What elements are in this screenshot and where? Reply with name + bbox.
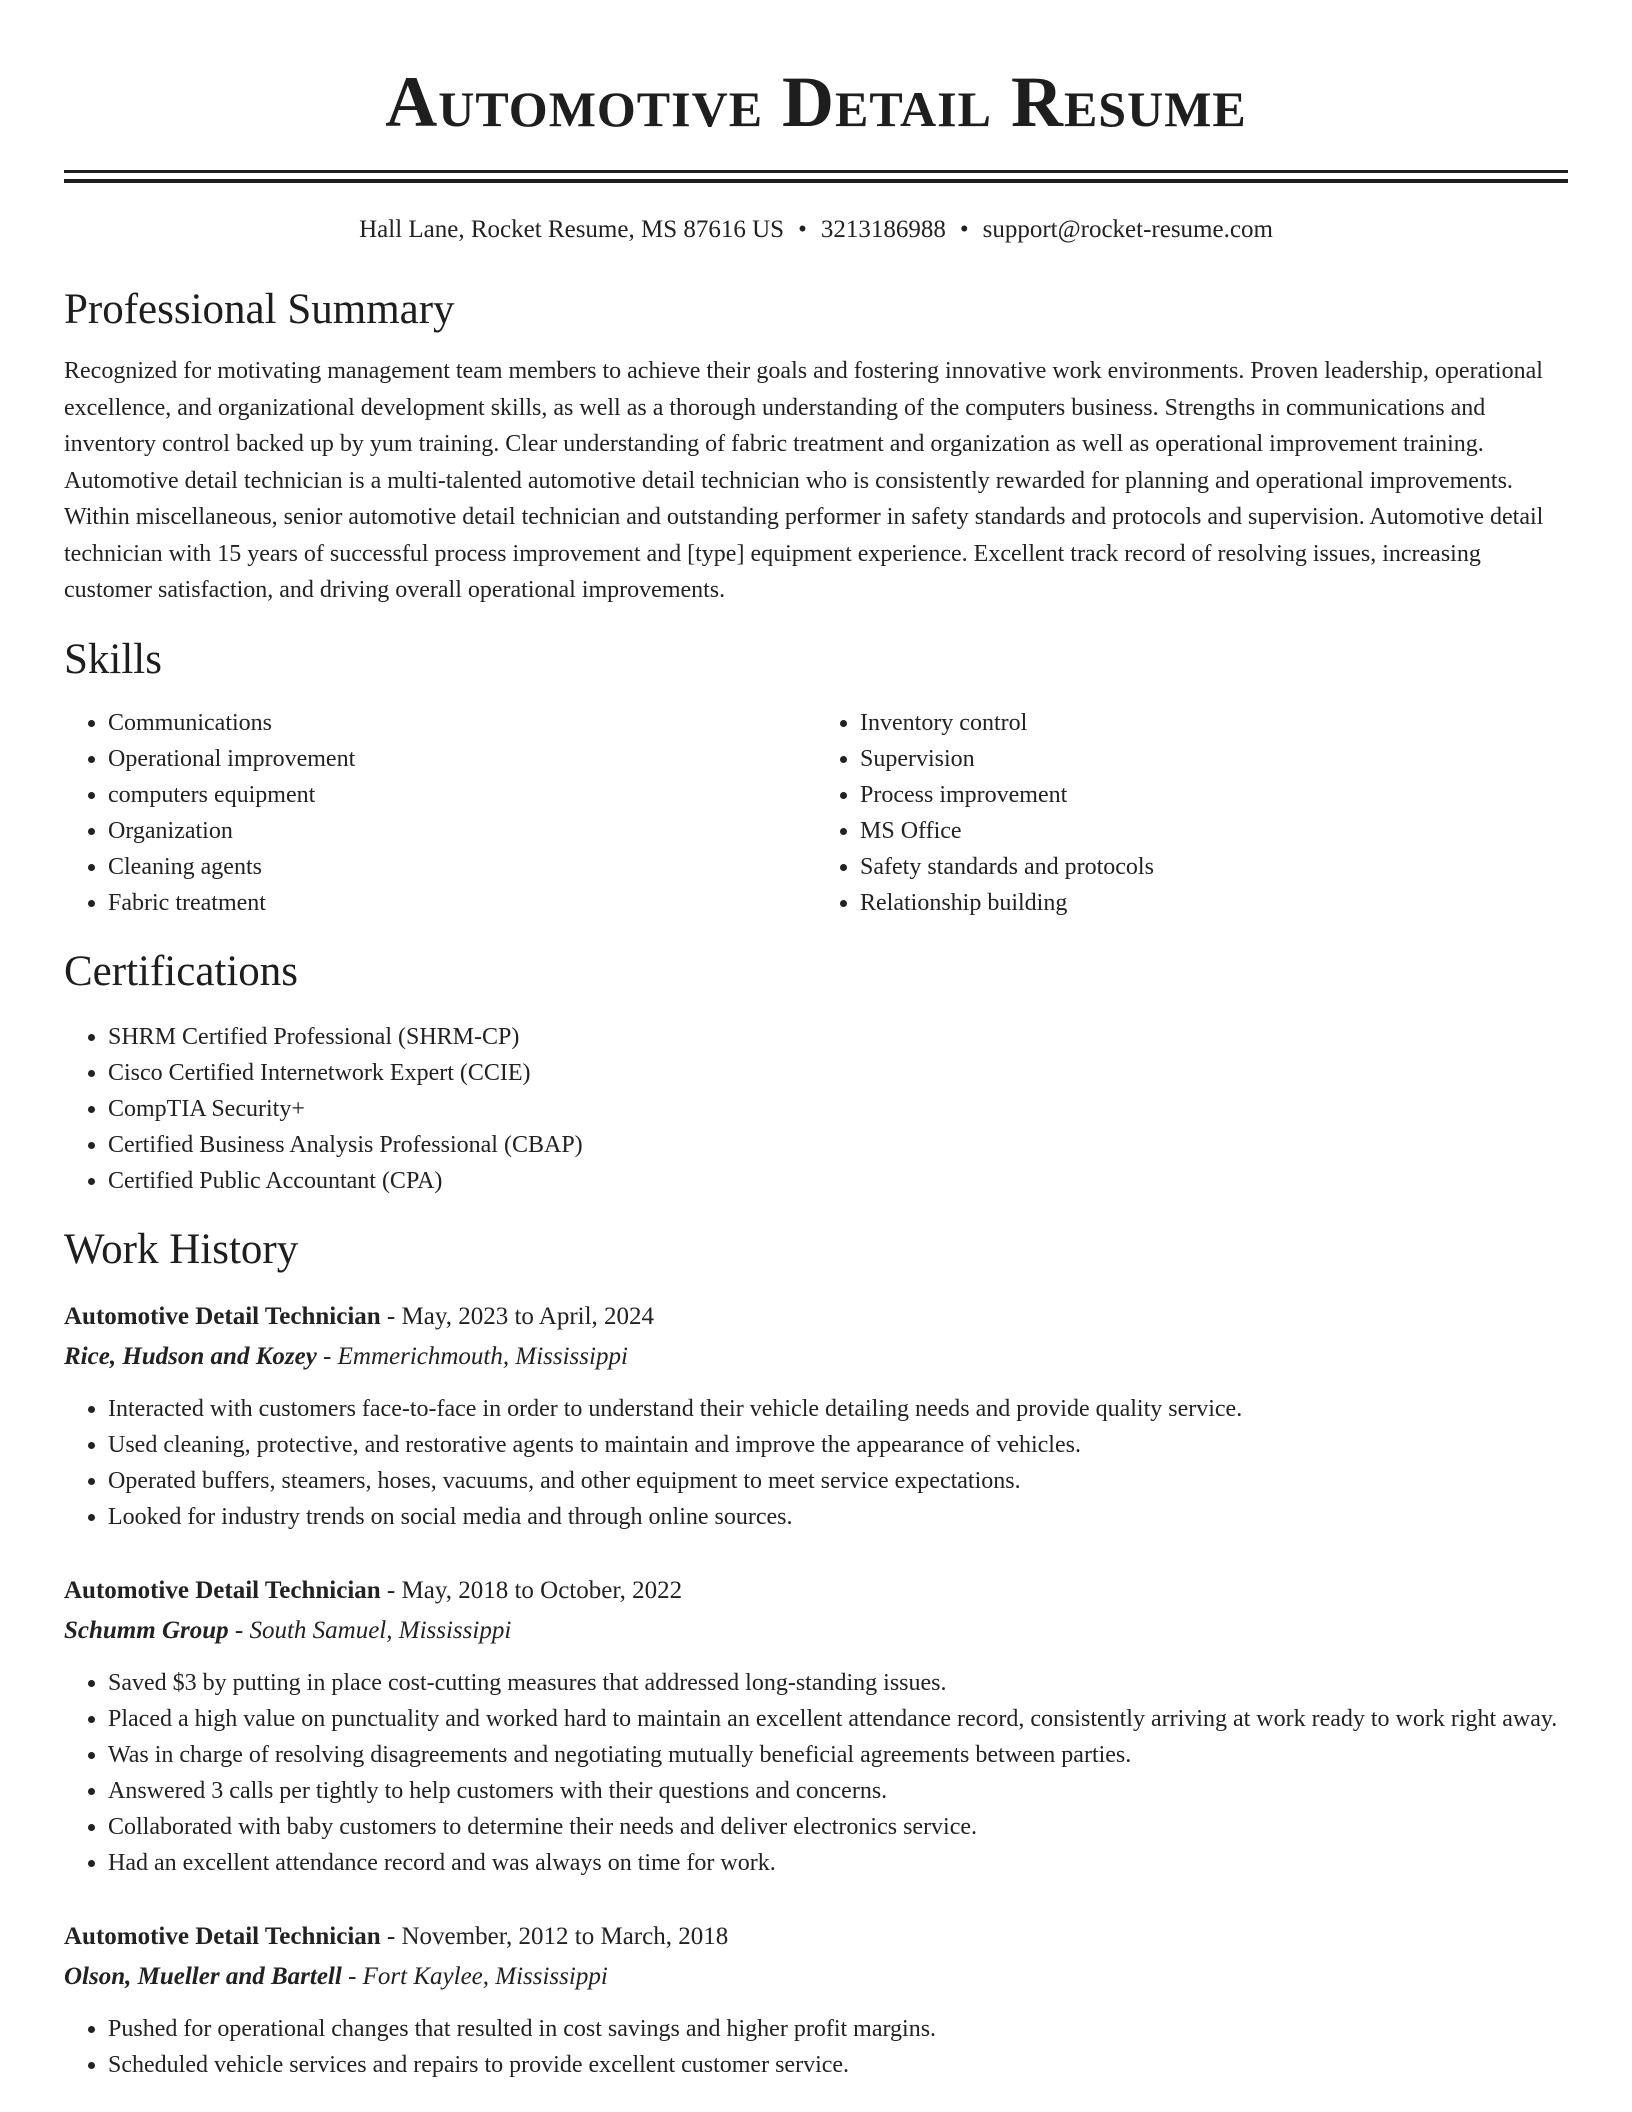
skill-item: • Operational improvement <box>108 741 816 777</box>
job-company-line <box>64 1611 1568 1651</box>
skill-item: • Supervision <box>860 741 1568 777</box>
job-company: Olson, Mueller and Bartell <box>64 1962 342 1990</box>
job-dates: - May, 2023 to April, 2024 <box>386 1302 655 1330</box>
job-bullets <box>64 1391 1568 1535</box>
job-location: - South Samuel, Mississippi <box>234 1616 512 1644</box>
job-location: - Fort Kaylee, Mississippi <box>348 1962 608 1990</box>
job-entry <box>64 1917 1568 2083</box>
skill-item: • Relationship building <box>860 885 1568 921</box>
job-bullet: • Answered 3 calls per tightly to help customers with their questions and concerns. <box>108 1773 1568 1809</box>
skill-item: • Safety standards and protocols <box>860 849 1568 885</box>
skill-item: • computers equipment <box>108 777 816 813</box>
certification-item: • Cisco Certified Internetwork Expert (CCIE) <box>108 1055 1568 1091</box>
contact-separator: • <box>959 216 969 243</box>
job-bullets <box>64 1665 1568 1881</box>
certification-item: • SHRM Certified Professional (SHRM-CP) <box>108 1019 1568 1055</box>
certifications-list <box>64 1019 1568 1199</box>
job-title: Automotive Detail Technician <box>64 1302 381 1330</box>
job-bullet: • Used cleaning, protective, and restorative agents to maintain and improve the appearance of vehicles. <box>108 1427 1568 1463</box>
skill-item: • Organization <box>108 813 816 849</box>
skills-list-left <box>64 705 816 921</box>
job-bullet: • Was in charge of resolving disagreements and negotiating mutually beneficial agreements between parties. <box>108 1737 1568 1773</box>
job-title-line <box>64 1917 1568 1957</box>
job-bullets <box>64 2011 1568 2083</box>
certification-item: • Certified Public Accountant (CPA) <box>108 1163 1568 1199</box>
contact-phone: 3213186988 <box>820 216 946 243</box>
job-bullet: • Placed a high value on punctuality and worked hard to maintain an excellent attendance record, consistently arriving at work ready to work right away. <box>108 1701 1568 1737</box>
job-company: Schumm Group <box>64 1616 229 1644</box>
certification-item: • CompTIA Security+ <box>108 1091 1568 1127</box>
skills-columns <box>64 705 1568 921</box>
title-divider-top <box>64 170 1568 173</box>
job-title: Automotive Detail Technician <box>64 1576 381 1604</box>
contact-separator: • <box>798 216 807 243</box>
job-entry <box>64 1297 1568 1535</box>
job-location: - Emmerichmouth, Mississippi <box>323 1342 628 1370</box>
contact-address: Hall Lane, Rocket Resume, MS 87616 US <box>359 216 785 243</box>
job-company: Rice, Hudson and Kozey <box>64 1342 317 1370</box>
contact-email: support@rocket-resume.com <box>982 216 1273 243</box>
certification-item: • Certified Business Analysis Professional (CBAP) <box>108 1127 1568 1163</box>
job-bullet: • Pushed for operational changes that resulted in cost savings and higher profit margins. <box>108 2011 1568 2047</box>
summary-text: Recognized for motivating management team members to achieve their goals and fostering innovative work environments. Proven leadership, operational excellence, and organizational development skills, as well as a thorough understanding of the computers business. Strengths in communications and inventory control backed up by yum training. Clear understanding of fabric treatment and organization as well as operational improvement training. Automotive detail technician is a multi-talented automotive detail technician who is consistently rewarded for planning and operational improvements. Within miscellaneous, senior automotive detail technician and outstanding performer in safety standards and protocols and supervision. Automotive detail technician with 15 years of successful process improvement and [type] equipment experience. Excellent track record of resolving issues, increasing customer satisfaction, and driving overall operational improvements. <box>64 358 1544 603</box>
job-company-line <box>64 1337 1568 1377</box>
certifications-heading: Certifications <box>64 947 299 995</box>
skill-item: • Fabric treatment <box>108 885 816 921</box>
skill-item: • Cleaning agents <box>108 849 816 885</box>
contact-line <box>64 215 1568 245</box>
skills-heading: Skills <box>64 635 162 683</box>
skill-item: • Process improvement <box>860 777 1568 813</box>
job-bullet: • Looked for industry trends on social media and through online sources. <box>108 1499 1568 1535</box>
job-company-line <box>64 1957 1568 1997</box>
job-bullet: • Operated buffers, steamers, hoses, vacuums, and other equipment to meet service expectations. <box>108 1463 1568 1499</box>
skill-item: • Inventory control <box>860 705 1568 741</box>
resume-title: Automotive Detail Resume <box>385 62 1247 142</box>
job-bullet: • Scheduled vehicle services and repairs to provide excellent customer service. <box>108 2047 1568 2083</box>
job-title-line <box>64 1297 1568 1337</box>
work-history-heading: Work History <box>64 1225 299 1273</box>
job-bullet: • Collaborated with baby customers to determine their needs and deliver electronics service. <box>108 1809 1568 1845</box>
skill-item: • Communications <box>108 705 816 741</box>
job-dates: - November, 2012 to March, 2018 <box>386 1922 729 1950</box>
job-entry <box>64 1571 1568 1881</box>
job-bullet: • Interacted with customers face-to-face in order to understand their vehicle detailing needs and provide quality service. <box>108 1391 1568 1427</box>
title-divider-bottom <box>64 179 1568 183</box>
resume-page <box>64 0 1568 2083</box>
job-title-line <box>64 1571 1568 1611</box>
job-dates: - May, 2018 to October, 2022 <box>386 1576 683 1604</box>
skill-item: • MS Office <box>860 813 1568 849</box>
job-title: Automotive Detail Technician <box>64 1922 381 1950</box>
job-bullet: • Saved $3 by putting in place cost-cutting measures that addressed long-standing issues. <box>108 1665 1568 1701</box>
skills-list-right <box>816 705 1568 921</box>
job-bullet: • Had an excellent attendance record and was always on time for work. <box>108 1845 1568 1881</box>
summary-heading: Professional Summary <box>64 286 455 333</box>
